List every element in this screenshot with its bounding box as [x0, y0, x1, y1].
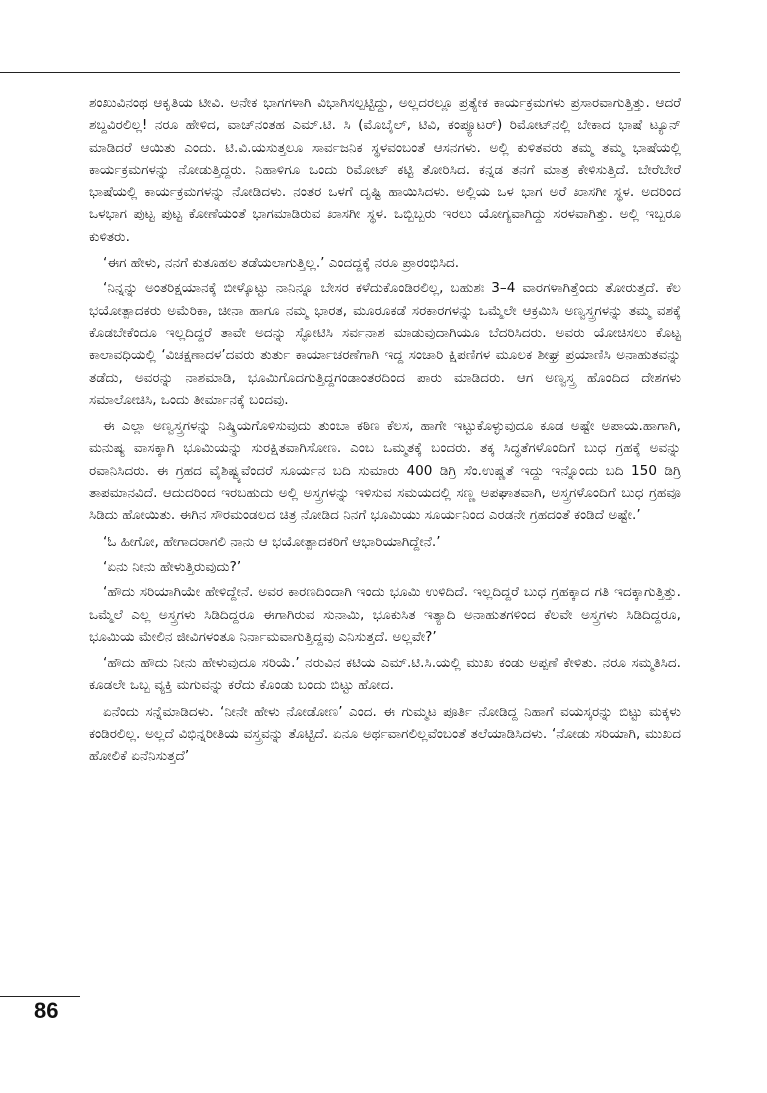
paragraph: ‘ಓ ಹೀಗೋ, ಹೇಗಾದರಾಗಲಿ ನಾನು ಆ ಭಯೋತ್ಪಾದಕರಿಗೆ ಆಭಾರಿಯಾಗಿದ್ದೇನೆ.’: [103, 533, 441, 550]
paragraph: ‘ಹೌದು ಸರಿಯಾಗಿಯೇ ಹೇಳಿದ್ದೇನೆ. ಅವರ ಕಾರಣದಿಂದಾಗಿ ಇಂದು ಭೂಮಿ ಉಳಿದಿದೆ. ಇಲ್ಲದಿದ್ದರೆ ಬುಧ ಗ್ರಹಕ್ಕಾದ ಗತಿ ಇದಕ್ಕಾಗುತ್ತಿತ್ತು. ಒಮ್ಮೆಲೆ ಎಲ್ಲ ಅಸ್ತ್ರಗಳು ಸಿಡಿದಿದ್ದರೂ ಈಗಾಗಿರುವ ಸುನಾಮಿ, ಭೂಕುಸಿತ ಇತ್ಯಾದಿ ಅನಾಹುತಗಳಿಂದ ಕೆಲವೇ ಅಸ್ತ್ರಗಳು ಸಿಡಿದಿದ್ದರೂ, ಭೂಮಿಯ ಮೇಲಿನ ಜೀವಿಗಳಂತೂ ನಿರ್ನಾಮವಾಗುತ್ತಿದ್ದವು ಎನಿಸುತ್ತದೆ. ಅಲ್ಲವೇ?’: [89, 584, 681, 645]
body-text: [89, 92, 681, 772]
paragraph: ಈ ಎಲ್ಲಾ ಅಣ್ವಸ್ತ್ರಗಳನ್ನು ನಿಷ್ಕ್ರಿಯಗೊಳಿಸುವುದು ತುಂಬಾ ಕಠಿಣ ಕೆಲಸ, ಹಾಗೇ ಇಟ್ಟುಕೊಳ್ಳುವುದೂ ಕೂಡ ಅಷ್ಟೇ ಅಪಾಯ.ಹಾಗಾಗಿ, ಮನುಷ್ಯ ವಾಸಕ್ಕಾಗಿ ಭೂಮಿಯನ್ನು ಸುರಕ್ಷಿತವಾಗಿಸೋಣ. ಎಂಬ ಒಮ್ಮತಕ್ಕೆ ಬಂದರು. ತಕ್ಕ ಸಿದ್ಧತೆಗಳೊಂದಿಗೆ ಬುಧ ಗ್ರಹಕ್ಕೆ ಅವನ್ನು ರವಾನಿಸಿದರು. ಈ ಗ್ರಹದ ವೈಶಿಷ್ಟ್ಯವೆಂದರೆ ಸೂರ್ಯನ ಬದಿ ಸುಮಾರು 400 ಡಿಗ್ರಿ ಸೆಂ.ಉಷ್ಣತೆ ಇದ್ದು ಇನ್ನೊಂದು ಬದಿ 150 ಡಿಗ್ರಿ ತಾಪಮಾನವಿದೆ. ಆದುದರಿಂದ ಇರಬಹುದು ಅಲ್ಲಿ ಅಸ್ತ್ರಗಳನ್ನು ಇಳಿಸುವ ಸಮಯದಲ್ಲಿ ಸಣ್ಣ ಅಪಘಾತವಾಗಿ, ಅಸ್ತ್ರಗಳೊಂದಿಗೆ ಬುಧ ಗ್ರಹವೂ ಸಿಡಿದು ಹೋಯಿತು. ಈಗಿನ ಸೌರಮಂಡಲದ ಚಿತ್ರ ನೋಡಿದ ನಿನಗೆ ಭೂಮಿಯು ಸೂರ್ಯನಿಂದ ಎರಡನೇ ಗ್ರಹದಂತೆ ಕಂಡಿದೆ ಅಷ್ಟೇ.’: [89, 418, 681, 524]
paragraph: ಏನೆಂದು ಸನ್ನೆಮಾಡಿದಳು. ‘ನೀನೇ ಹೇಳು ನೋಡೋಣ’ ಎಂದ. ಈ ಗುಮ್ಮಟ ಪೂರ್ತಿ ನೋಡಿದ್ದ ನಿಹಾಗೆ ವಯಸ್ಕರನ್ನು ಬಿಟ್ಟು ಮಕ್ಕಳು ಕಂಡಿರಲಿಲ್ಲ. ಅಲ್ಲದೆ ವಿಭಿನ್ನರೀತಿಯ ವಸ್ತ್ರವನ್ನು ತೊಟ್ಟಿದೆ. ಏನೂ ಅರ್ಥವಾಗಲಿಲ್ಲವೆಂಬಂತೆ ತಲೆಯಾಡಿಸಿದಳು. ‘ನೋಡು ಸರಿಯಾಗಿ, ಮುಖದ ಹೋಲಿಕೆ ಏನೆನಿಸುತ್ತದೆ’: [89, 703, 681, 765]
paragraph: ಶಂಖುವಿನಂಥ ಆಕೃತಿಯ ಟೀವಿ. ಅನೇಕ ಭಾಗಗಳಾಗಿ ವಿಭಾಗಿಸಲ್ಪಟ್ಟಿದ್ದು, ಅಲ್ಲದರಲ್ಲೂ ಪ್ರತ್ಯೇಕ ಕಾರ್ಯಕ್ರಮಗಳು ಪ್ರಸಾರವಾಗುತ್ತಿತ್ತು. ಆದರೆ ಶಬ್ದವಿರಲಿಲ್ಲ! ನರೂ ಹೇಳಿದ, ವಾಚ್‌ನಂತಹ ಎಮ್.ಟಿ. ಸಿ (ಮೊಬೈಲ್, ಟಿವಿ, ಕಂಪ್ಯೂಟರ್) ರಿಮೋಟ್‌ನಲ್ಲಿ ಬೇಕಾದ ಭಾಷೆ ಟ್ಯೂನ್ ಮಾಡಿದರೆ ಆಯಿತು ಎಂದು. ಟಿ.ವಿ.ಯಸುತ್ತಲೂ ಸಾರ್ವಜನಿಕ ಸ್ಥಳವಂಬಂತೆ ಆಸನಗಳು. ಅಲ್ಲಿ ಕುಳಿತವರು ತಮ್ಮ ತಮ್ಮ ಭಾಷೆಯಲ್ಲಿ ಕಾರ್ಯಕ್ರಮಗಳನ್ನು ನೋಡುತ್ತಿದ್ದರು. ನಿಹಾಳಿಗೂ ಒಂದು ರಿಮೋಟ್ ಕಟ್ಟಿ ತೋರಿಸಿದ. ಕನ್ನಡ ತನಗೆ ಮಾತ್ರ ಕೇಳಿಸುತ್ತಿದೆ. ಬೇರೆಬೇರೆ ಭಾಷೆಯಲ್ಲಿ ಕಾರ್ಯಕ್ರಮಗಳನ್ನು ನೋಡಿದಳು. ನಂತರ ಒಳಗೆ ದೃಷ್ಟಿ ಹಾಯಿಸಿದಳು. ಅಲ್ಲಿಯ ಒಳ ಭಾಗ ಅರೆ ಖಾಸಗೀ ಸ್ಥಳ. ಅದರಿಂದ ಒಳಭಾಗ ಪುಟ್ಟ ಪುಟ್ಟ ಕೋಣೆಯಂತೆ ಭಾಗಮಾಡಿರುವ ಖಾಸಗೀ ಸ್ಥಳ. ಒಬ್ಬಿಬ್ಬರು ಇರಲು ಯೋಗ್ಯವಾಗಿದ್ದು ಸರಳವಾಗಿತ್ತು. ಅಲ್ಲಿ ಇಬ್ಬರೂ ಕುಳಿತರು.: [89, 95, 681, 245]
header-rule: [0, 72, 680, 73]
paragraph: ‘ಹೌದು ಹೌದು ನೀನು ಹೇಳುವುದೂ ಸರಿಯೆ.’ ನರುವಿನ ಕಟಿಯ ಎಮ್.ಟಿ.ಸಿ.ಯಲ್ಲಿ ಮುಖ ಕಂಡು ಅಪ್ಪಣೆ ಕೇಳಿತು. ನರೂ ಸಮ್ಮತಿಸಿದ. ಕೂಡಲೇ ಒಬ್ಬ ವ್ಯಕ್ತಿ ಮಗುವನ್ನು ಕರೆದು ಕೊಂಡು ಬಂದು ಬಿಟ್ಟು ಹೋದ.: [89, 655, 681, 694]
page-number: 86: [34, 998, 59, 1023]
footer-rule: [0, 996, 80, 997]
paragraph: ‘ಈಗ ಹೇಳು, ನನಗೆ ಕುತೂಹಲ ತಡೆಯಲಾಗುತ್ತಿಲ್ಲ.’ ಎಂದದ್ದಕ್ಕೆ ನರೂ ಪ್ರಾರಂಭಿಸಿದ.: [103, 255, 460, 272]
paragraph: ‘ಏನು ನೀನು ಹೇಳುತ್ತಿರುವುದು?’: [103, 558, 242, 575]
paragraph: ‘ನಿನ್ನನ್ನು ಅಂತರಿಕ್ಷಯಾನಕ್ಕೆ ಬೀಳ್ಕೊಟ್ಟು ನಾನಿನ್ನೂ ಬೇಸರ ಕಳೆದುಕೊಂಡಿರಲಿಲ್ಲ, ಬಹುಶಃ 3–4 ವಾರಗಳಾಗಿತ್ತೆಂದು ತೋರುತ್ತದೆ. ಕೆಲ ಭಯೋತ್ಪಾದಕರು ಅಮೆರಿಕಾ, ಚೀನಾ ಹಾಗೂ ನಮ್ಮ ಭಾರತ, ಮೂರೂಕಡೆ ಸರಕಾರಗಳನ್ನು ಒಮ್ಮೆಲೇ ಆಕ್ರಮಿಸಿ ಅಣ್ವಸ್ತ್ರಗಳನ್ನು ತಮ್ಮ ವಶಕ್ಕೆ ಕೊಡಬೇಕೆಂದೂ ಇಲ್ಲದಿದ್ದರೆ ತಾವೇ ಅದನ್ನು ಸ್ಫೋಟಿಸಿ ಸರ್ವನಾಶ ಮಾಡುವುದಾಗಿಯೂ ಬೆದರಿಸಿದರು. ಅವರು ಯೋಚಿಸಲು ಕೊಟ್ಟ ಕಾಲಾವಧಿಯಲ್ಲಿ ‘ವಿಚಕ್ಷಣಾದಳ’ದವರು ತುರ್ತು ಕಾರ್ಯಾಚರಣೆಗಾಗಿ ಇದ್ದ ಸಂಚಾರಿ ಕ್ಷಿಪಣಿಗಳ ಮೂಲಕ ಶೀಘ್ರ ಪ್ರಯಾಣಿಸಿ ಅನಾಹುತವನ್ನು ತಡೆದು, ಅವರನ್ನು ನಾಶಮಾಡಿ, ಭೂಮಿಗೊದಗುತ್ತಿದ್ದಗಂಡಾಂತರದಿಂದ ಪಾರು ಮಾಡಿದರು. ಆಗ ಅಣ್ವಸ್ತ್ರ ಹೊಂದಿದ ದೇಶಗಳು ಸಮಾಲೋಚಿಸಿ, ಒಂದು ತೀರ್ಮಾನಕ್ಕೆ ಬಂದವು.: [89, 280, 681, 408]
